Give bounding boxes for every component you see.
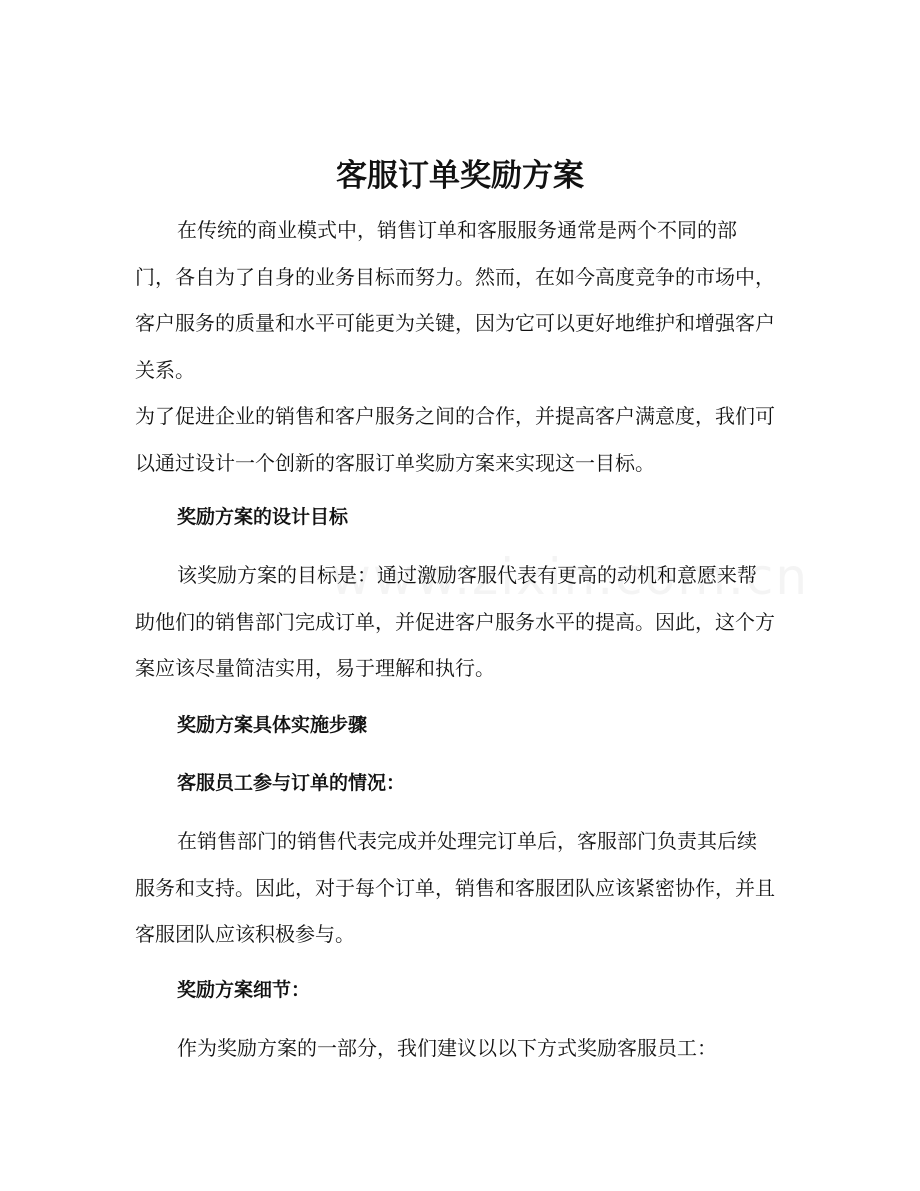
intro-paragraph-1: 在传统的商业模式中，销售订单和客服服务通常是两个不同的部门，各自为了自身的业务目标而努力。然而，在如今高度竞争的市场中，客户服务的质量和水平可能更为关键，因为它可以更好地维护和增强客户关系。 bbox=[135, 218, 775, 382]
document-title: 客服订单奖励方案 bbox=[336, 158, 584, 194]
heading-design-goal: 奖励方案的设计目标 bbox=[177, 506, 349, 528]
heading-implementation: 奖励方案具体实施步骤 bbox=[177, 714, 368, 736]
goal-paragraph: 该奖励方案的目标是：通过激励客服代表有更高的动机和意愿来帮助他们的销售部门完成订单，并促进客户服务水平的提高。因此，这个方案应该尽量简洁实用，易于理解和执行。 bbox=[135, 563, 775, 680]
heading-participation: 客服员工参与订单的情况： bbox=[177, 772, 406, 794]
participation-paragraph: 在销售部门的销售代表完成并处理完订单后，客服部门负责其后续服务和支持。因此，对于每个订单，销售和客服团队应该紧密协作，并且客服团队应该积极参与。 bbox=[135, 829, 775, 946]
heading-details: 奖励方案细节： bbox=[177, 979, 311, 1001]
details-paragraph: 作为奖励方案的一部分，我们建议以以下方式奖励客服员工： bbox=[177, 1036, 717, 1060]
intro-paragraph-2: 为了促进企业的销售和客户服务之间的合作，并提高客户满意度，我们可以通过设计一个创新的客服订单奖励方案来实现这一目标。 bbox=[135, 404, 775, 475]
